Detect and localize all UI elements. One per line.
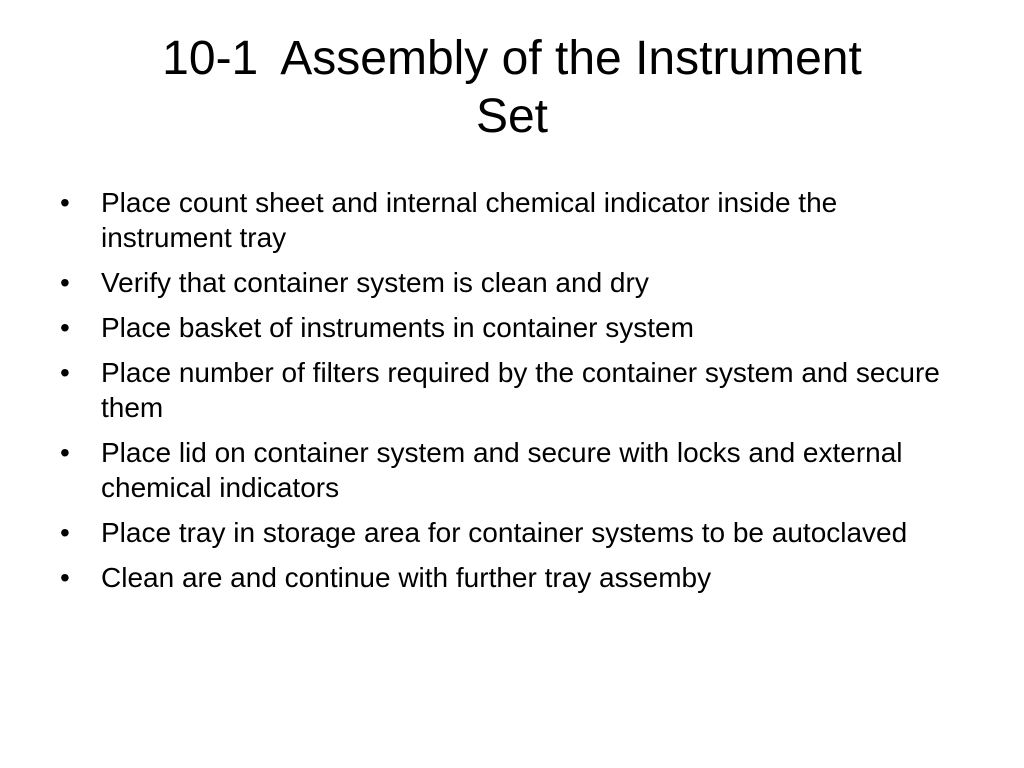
bullet-list [60, 185, 960, 605]
title-line-2: Set [475, 90, 549, 143]
bullet-text: Place tray in storage area for container systems to be autoclaved [101, 517, 908, 548]
bullet-text: Place count sheet and internal chemical indicator inside the instrument tray [101, 187, 838, 253]
title-text: Assembly of the Instrument [280, 32, 862, 85]
bullet-item [60, 185, 960, 255]
bullet-dot-icon: • [60, 517, 70, 548]
bullet-item [60, 355, 960, 425]
bullet-dot-icon: • [60, 187, 70, 218]
title-number: 10-1 [162, 32, 259, 85]
bullet-item [60, 560, 960, 595]
bullet-text: Place number of filters required by the container system and secure them [101, 357, 940, 423]
bullet-dot-icon: • [60, 312, 70, 343]
bullet-dot-icon: • [60, 562, 70, 593]
bullet-dot-icon: • [60, 267, 70, 298]
bullet-item [60, 265, 960, 300]
bullet-text: Place lid on container system and secure with locks and external chemical indicators [101, 437, 903, 503]
bullet-text: Place basket of instruments in container system [101, 312, 694, 343]
bullet-item [60, 435, 960, 505]
bullet-item [60, 515, 960, 550]
bullet-text: Verify that container system is clean and dry [101, 267, 649, 298]
slide-title [40, 30, 984, 146]
bullet-text: Clean are and continue with further tray assemby [101, 562, 712, 593]
bullet-dot-icon: • [60, 357, 70, 388]
bullet-dot-icon: • [60, 437, 70, 468]
title-line-1 [40, 30, 984, 88]
bullet-item [60, 310, 960, 345]
